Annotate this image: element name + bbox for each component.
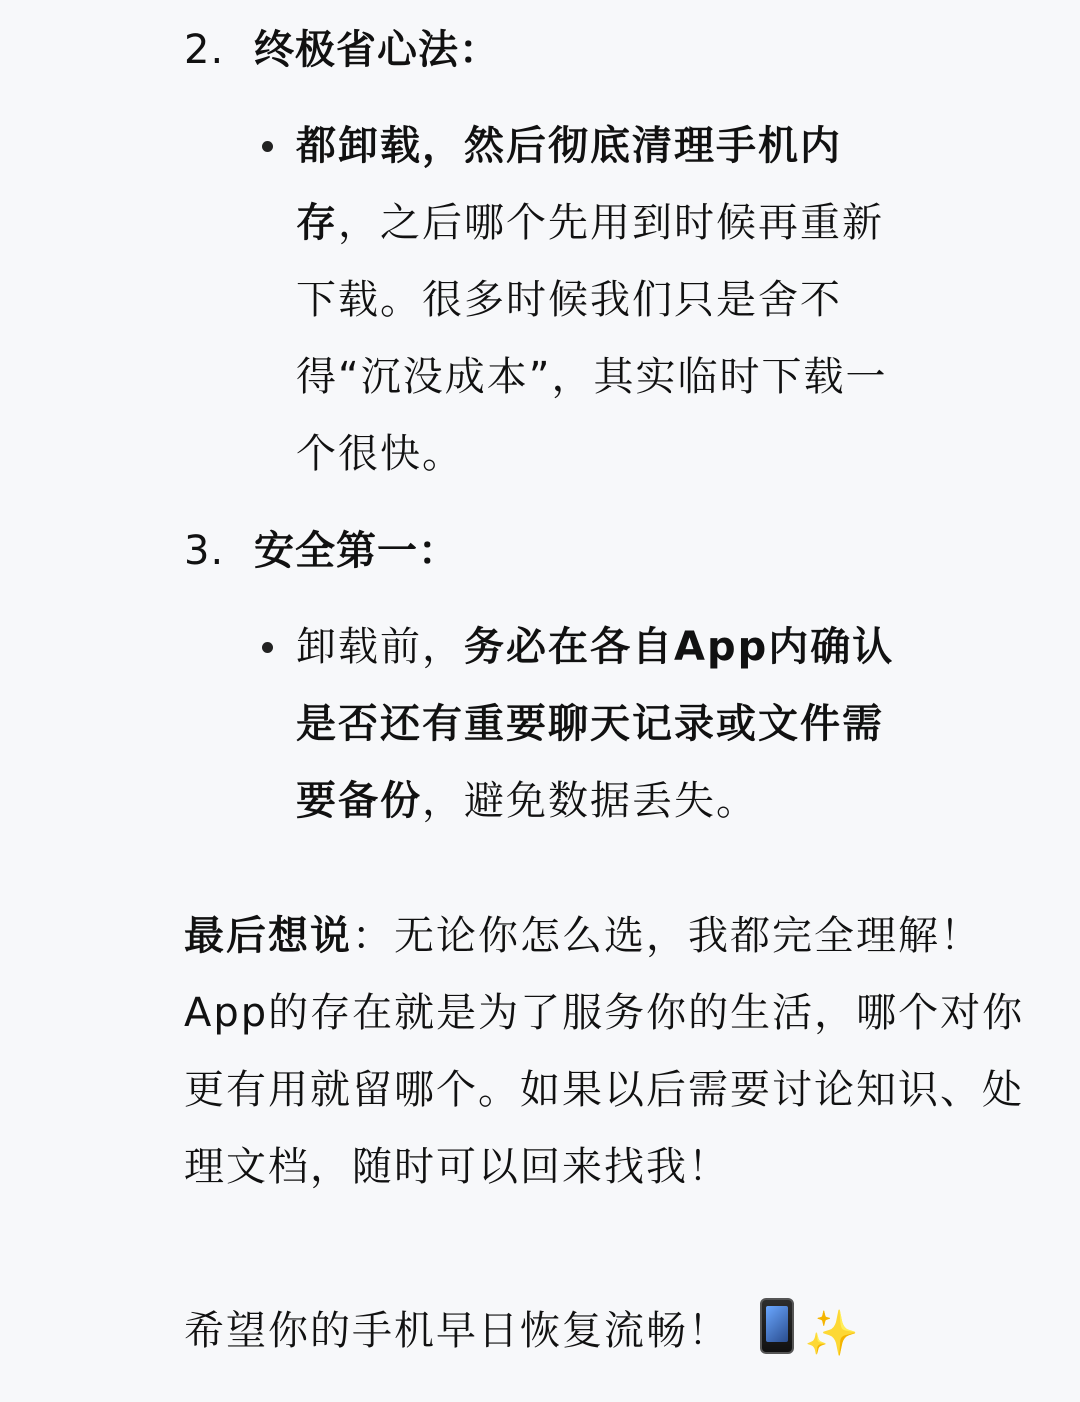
closing-text: 希望你的手机早日恢复流畅！ [184,1308,730,1354]
list-heading [184,511,1044,591]
final-text: ：无论你怎么选，我都完全理解！App的存在就是为了服务你的生活，哪个对你更有用就留哪个。如果以后需要讨论知识、处理文档，随时可以回来找我！ [184,913,1025,1190]
closing-line [184,1298,861,1364]
list-number: 2. [184,27,225,73]
bullet-icon [262,642,273,653]
message-content [184,10,1044,1206]
list-number: 3. [184,528,225,574]
final-bold-text: 最后想说 [184,913,352,959]
list-heading [184,10,1044,90]
bullet-text: ，避免数据丢失。 [422,778,758,824]
bullet-item [184,609,916,840]
mobile-phone-icon [760,1298,794,1354]
bullet-bold-text: 都卸载，然后彻底清理手机内存 [296,123,842,246]
bullet-icon [262,141,273,152]
sparkles-icon: ✨ [804,1308,861,1359]
bullet-lead-text: 卸载前， [296,624,464,670]
list-title: 安全第一： [254,528,459,574]
final-paragraph [184,898,1034,1206]
list-item-3 [184,511,1044,840]
bullet-item [184,108,916,493]
bullet-text: ，之后哪个先用到时候再重新下载。很多时候我们只是舍不得“沉没成本”，其实临时下载一个很快。 [296,200,888,477]
list-item-2 [184,10,1044,493]
list-title: 终极省心法： [254,27,500,73]
bullet-bold-text: 务必在各自App内确认是否还有重要聊天记录或文件需要备份 [296,624,895,824]
